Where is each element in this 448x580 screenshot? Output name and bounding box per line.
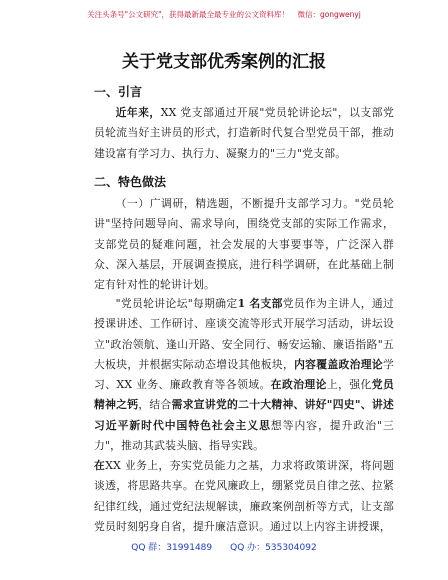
features-paragraph-3: [94, 456, 394, 537]
introduction-lead: 近年来，: [115, 106, 161, 119]
footer-qq-office: QQ 办：535304092: [230, 543, 317, 553]
para2-part-i: ，结合: [138, 398, 172, 412]
para2-part-b: 1 名支部: [237, 297, 283, 310]
para2-part-e: 学习、XX 业务、廉政教育等各领域。: [94, 357, 394, 392]
para2-part-l: 想等内容，提升政治"三力"，推动其武装头脑、指导实践。: [94, 418, 395, 453]
para2-part-f: 在政治理论: [270, 378, 327, 392]
features-paragraph-1: （一）广调研，精选题，不断提升支部学习力。"党员轮讲"坚持问题导向、需求导向，围绕党支部的实际工作需求，支部党员的疑难问题，社会发展的大事要事等，广泛深入群众、深入基层，开展调查摸底，进行科学调研，在此基础上制定有针对性的轮讲计划。: [94, 197, 394, 292]
top-banner: [0, 10, 448, 20]
para2-part-g: 上，强化: [326, 378, 372, 392]
footer-contact: [0, 542, 448, 554]
banner-left-text: 关注头条号"公文研究"，获得最新最全最专业的公文资料库！: [87, 10, 290, 19]
features-paragraph-2: [94, 294, 394, 456]
para2-part-h: 党员精神之钙: [94, 378, 394, 412]
footer-qq-group: QQ 群：31991489: [131, 543, 213, 553]
section-heading-introduction: 一、引言: [94, 85, 143, 99]
document-title: 关于党支部优秀案例的汇报: [122, 52, 326, 72]
introduction-paragraph: [94, 103, 394, 164]
section-heading-features: 二、特色做法: [94, 175, 167, 189]
banner-wechat-text: 微信：gongwenyj: [297, 10, 361, 19]
para2-part-k: 习近平新时代中国特色社会主义思: [94, 418, 271, 432]
para2-part-c: 党员作为主讲人，通过授课讲述、工作研讨、座谈交流等形式开展学习活动，讲坛设立"政治领航、逢山开路、安全同行、畅安运输、廉语指路"五大板块，并根据实际动态增设其他板块，: [94, 297, 394, 371]
para3-part-b: XX 业务上，夯实党员能力之基，力求将政策讲深，将问题谈透，将思路共享。在党风廉政上，绷紧党员自律之弦、拉紧纪律红线，通过党纪法规解读，廉政案例剖析等方式，让支部党员时刻躬身自省，提升廉洁意识。通过以上内容主讲授课，: [94, 459, 395, 533]
introduction-text: XX 党支部通过开展"党员轮讲论坛"，以支部党员轮流当好主讲员的形式，打造新时代复合型党员干部，推动建设富有学习力、执行力、凝聚力的"三力"党支部。: [94, 106, 394, 160]
para2-part-a: "党员轮讲论坛"每期确定: [115, 297, 238, 310]
para3-part-a: 在: [94, 459, 106, 472]
para2-part-j: 需求宣讲党的二十大精神、讲好"四史"、讲述: [171, 398, 394, 412]
para2-part-d: 内容覆盖政治理论: [294, 357, 383, 371]
